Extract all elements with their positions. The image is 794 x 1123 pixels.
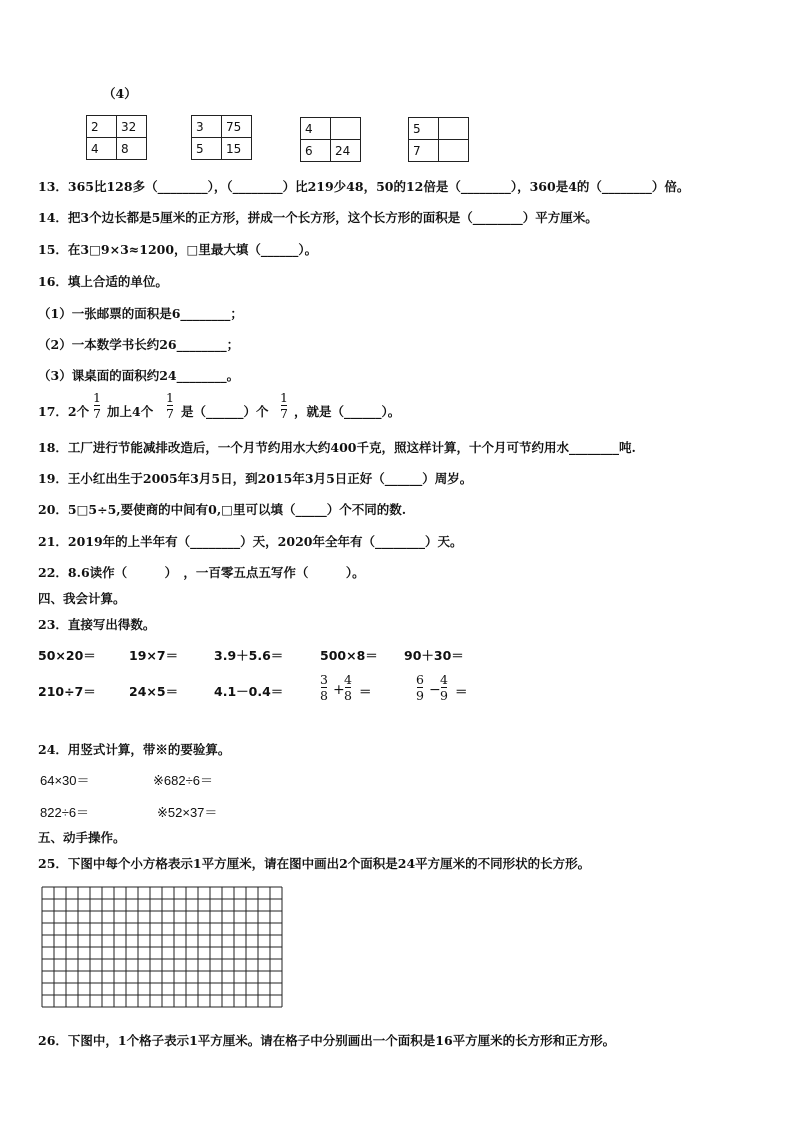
- fraction-numerator: 1: [93, 390, 101, 405]
- equals-sign: ＝: [455, 684, 468, 699]
- calc-item: 19×7＝: [129, 648, 179, 663]
- grid-cell: 8: [117, 138, 147, 160]
- calc-item: 50×20＝: [38, 648, 96, 663]
- question-15: 15．在3□9×3≈1200，□里最大填（______）。: [38, 242, 318, 257]
- fraction-numerator: 4: [440, 672, 448, 687]
- q12-label: （4）: [103, 86, 137, 101]
- grid-cell: 3: [192, 116, 222, 138]
- grid-cell: 4: [87, 138, 117, 160]
- fraction-numerator: 3: [320, 672, 328, 687]
- fraction-numerator: 1: [166, 390, 174, 405]
- fraction-denominator: 7: [166, 406, 174, 421]
- question-17-part-a: 17．2个: [38, 404, 90, 419]
- calc-item: 4.1－0.4＝: [214, 684, 284, 699]
- fraction: [320, 672, 328, 703]
- question-23-title: 23．直接写出得数。: [38, 617, 156, 632]
- question-24-title: 24．用竖式计算，带※的要验算。: [38, 742, 231, 757]
- question-20: 20．5□5÷5,要使商的中间有0,□里可以填（_____）个不同的数.: [38, 502, 407, 517]
- square-grid[interactable]: [41, 886, 283, 1010]
- vertical-calc-item: ※682÷6＝: [153, 773, 213, 788]
- fraction: [440, 672, 448, 703]
- equals-sign: ＝: [359, 684, 372, 699]
- grid-cell: 24: [331, 140, 361, 162]
- grid-cell: 7: [409, 140, 439, 162]
- grid-cell: [331, 118, 361, 140]
- grid-cell: 75: [222, 116, 252, 138]
- question-17-part-b: 加上4个: [107, 404, 154, 419]
- fraction-denominator: 7: [280, 406, 288, 421]
- number-grid-4: [408, 117, 469, 162]
- question-17-part-d: ，就是（______）。: [294, 404, 401, 419]
- section-5-heading: 五、动手操作。: [38, 830, 126, 845]
- grid-cell: [439, 118, 469, 140]
- number-grid-1: [86, 115, 147, 160]
- question-26-title: 26．下图中，1个格子表示1平方厘米。请在格子中分别画出一个面积是16平方厘米的长方形和正方形。: [38, 1033, 616, 1048]
- fraction-denominator: 8: [320, 688, 328, 703]
- question-13: 13．365比128多（________），（________）比219少48，50的12倍是（________），360是4的（________）倍。: [38, 179, 690, 194]
- plus-operator: +: [333, 682, 345, 698]
- section-4-heading: 四、我会计算。: [38, 591, 126, 606]
- fraction-numerator: 6: [416, 672, 424, 687]
- calc-item: 24×5＝: [129, 684, 179, 699]
- fraction-denominator: 8: [344, 688, 352, 703]
- fraction: [416, 672, 424, 703]
- number-grid-2: [191, 115, 252, 160]
- fraction-numerator: 4: [344, 672, 352, 687]
- number-grid-3: [300, 117, 361, 162]
- fraction-denominator: 9: [440, 688, 448, 703]
- grid-cell: [439, 140, 469, 162]
- fraction-denominator: 7: [93, 406, 101, 421]
- calc-item: 500×8＝: [320, 648, 378, 663]
- calc-item: 90＋30＝: [404, 648, 464, 663]
- fraction-one-seventh: [280, 390, 288, 421]
- grid-cell: 4: [301, 118, 331, 140]
- grid-cell: 5: [192, 138, 222, 160]
- fraction-one-seventh: [93, 390, 101, 421]
- question-19: 19．王小红出生于2005年3月5日，到2015年3月5日正好（______）周岁。: [38, 471, 473, 486]
- fraction-denominator: 9: [416, 688, 424, 703]
- question-16-2: （2）一本数学书长约26________；: [38, 337, 240, 352]
- question-21: 21．2019年的上半年有（________）天，2020年全年有（________）天。: [38, 534, 463, 549]
- question-25-title: 25．下图中每个小方格表示1平方厘米，请在图中画出2个面积是24平方厘米的不同形状的长方形。: [38, 856, 591, 871]
- grid-cell: 32: [117, 116, 147, 138]
- question-18: 18．工厂进行节能减排改造后，一个月节约用水大约400千克，照这样计算，十个月可节约用水________吨.: [38, 440, 636, 455]
- calc-item: 3.9＋5.6＝: [214, 648, 284, 663]
- grid-cell: 2: [87, 116, 117, 138]
- grid-cell: 15: [222, 138, 252, 160]
- minus-operator: −: [429, 682, 441, 698]
- question-16-1: （1）一张邮票的面积是6________；: [38, 306, 243, 321]
- question-17-part-c: 是（______）个: [181, 404, 269, 419]
- vertical-calc-item: ※52×37＝: [157, 805, 218, 820]
- fraction: [344, 672, 352, 703]
- calc-item: 210÷7＝: [38, 684, 96, 699]
- question-16: 16．填上合适的单位。: [38, 274, 168, 289]
- vertical-calc-item: 822÷6＝: [40, 805, 90, 820]
- fraction-numerator: 1: [280, 390, 288, 405]
- vertical-calc-item: 64×30＝: [40, 773, 90, 788]
- question-16-3: （3）课桌面的面积约24________。: [38, 368, 240, 383]
- fraction-one-seventh: [166, 390, 174, 421]
- question-14: 14．把3个边长都是5厘米的正方形，拼成一个长方形，这个长方形的面积是（________）平方厘米。: [38, 210, 598, 225]
- question-22: 22．8.6读作（ ） ，一百零五点五写作（ ）。: [38, 565, 365, 580]
- grid-cell: 6: [301, 140, 331, 162]
- grid-cell: 5: [409, 118, 439, 140]
